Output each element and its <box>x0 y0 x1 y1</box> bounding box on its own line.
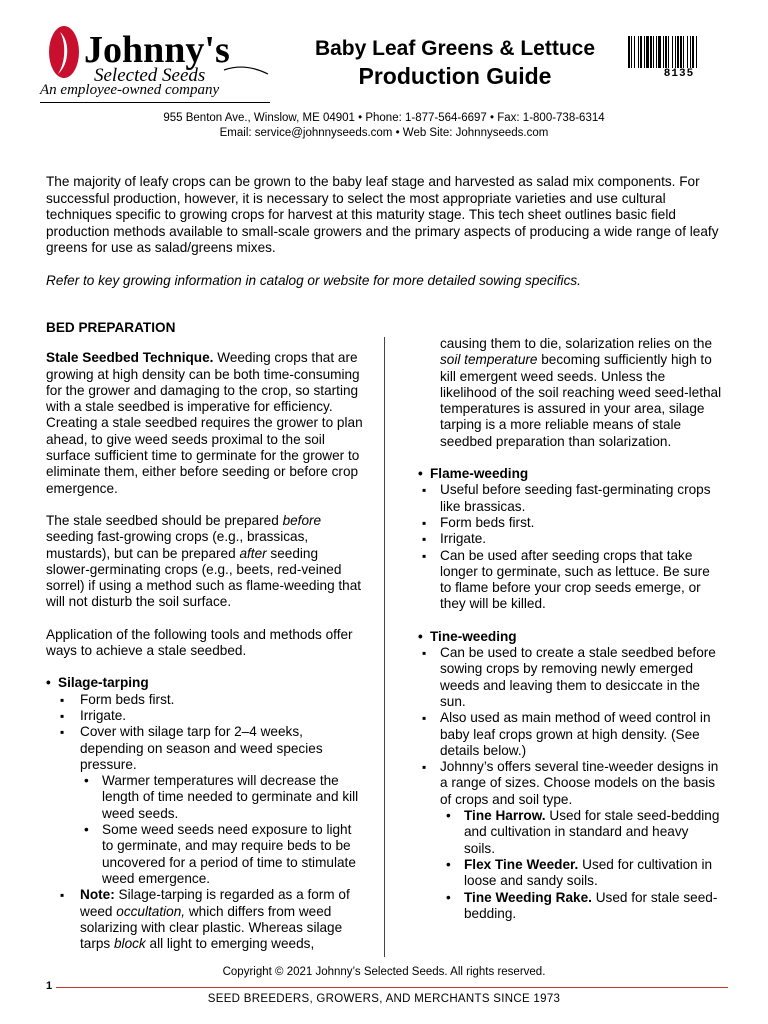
list-item: ▪ Cover with silage tarp for 2–4 weeks, depending on season and weed species pressure. <box>46 724 364 773</box>
list-item: ▪ Johnny’s offers several tine-weeder designs in a range of sizes. Choose models on the basis of crops and soil type. <box>418 759 722 808</box>
list-item: ▪ Irrigate. <box>418 531 722 547</box>
stale-timing-paragraph: The stale seedbed should be prepared before seeding fast-growing crops (e.g., brassicas, mustards), but can be prepared after seeding slower-germinating crops (e.g., beets, red-veined sorrel) if using a method such as flame-weeding that will not disturb the soil surface. <box>46 512 362 610</box>
title-block <box>280 36 630 90</box>
footer-rule <box>56 987 728 988</box>
title-line-1: Baby Leaf Greens & Lettuce <box>314 37 596 60</box>
sub-list-item: • Warmer temperatures will decrease the length of time needed to germinate and kill weed seeds. <box>46 773 364 822</box>
footer-tagline: SEED BREEDERS, GROWERS, AND MERCHANTS SINCE 1973 <box>207 993 561 1005</box>
flame-weeding-heading: • Flame-weeding <box>418 466 722 482</box>
silage-tarping-heading: • Silage-tarping <box>46 675 364 691</box>
stale-seedbed-text: Weeding crops that are growing at high density can be both time-consuming for the grower and damaging to the crop, so starting with a stale seedbed is imperative for efficiency. Creating a stale seedbed requires the grower to plan ahead, to give weed seeds proximal to the soil surface sufficient time to germinate for the grower to eliminate them, either before seeding or before crop emergence. <box>46 350 363 496</box>
stale-seedbed-title: Stale Seedbed Technique. <box>46 350 214 366</box>
list-item: ▪ Also used as main method of weed control in baby leaf crops grown at high density. (See details below.) <box>418 710 722 759</box>
note-continuation: causing them to die, solarization relies on the soil temperature becoming sufficiently high to kill emergent weed seeds. Unless the likelihood of the soil reaching weed seed-lethal temperatures is assured in your area, silage tarping is a more reliable means of stale seedbed preparation than solarization. <box>440 336 722 449</box>
section-heading: BED PREPARATION <box>46 320 176 335</box>
list-item: ▪ Can be used to create a stale seedbed before sowing crops by removing newly emerged weeds and leaving them to desiccate in the sun. <box>418 645 722 710</box>
list-item: ▪ Form beds first. <box>418 515 722 531</box>
title-line-2: Production Guide <box>358 63 552 89</box>
silage-note: ▪ Note: Silage-tarping is regarded as a form of weed occultation, which differs from weed solarizing with clear plastic. Whereas silage tarps block all light to emerging weeds, <box>46 887 364 952</box>
intro-paragraph: The majority of leafy crops can be grown to the baby leaf stage and harvested as salad mix components. For successful production, however, it is necessary to select the most appropriate varieties and use cultural techniques specific to growing crops for harvest at this maturity stage. This tech sheet outlines basic field production methods available to small-scale growers and the primary aspects of producing a wide range of leafy greens for use as salad/greens mixes. <box>46 174 719 255</box>
contact-email: Email: service@johnnyseeds.com • Web Site: Johnnyseeds.com <box>219 127 549 139</box>
right-column <box>418 336 722 922</box>
tool-item: • Tine Weeding Rake. Used for stale seed-bedding. <box>418 890 722 923</box>
tool-item: • Flex Tine Weeder. Used for cultivation in loose and sandy soils. <box>418 857 722 890</box>
copyright: Copyright © 2021 Johnny’s Selected Seeds. All rights reserved. <box>222 966 546 978</box>
left-column <box>46 320 364 952</box>
stale-seedbed-paragraph <box>46 350 364 497</box>
sub-list-item: • Some weed seeds need exposure to light to germinate, and may require beds to be uncovered for a period of time to stimulate weed emergence. <box>46 822 364 887</box>
seed-icon <box>49 26 79 78</box>
page-number: 1 <box>46 980 53 992</box>
tine-weeding-heading: • Tine-weeding <box>418 629 722 645</box>
intro-section <box>46 174 722 305</box>
column-divider <box>384 337 385 957</box>
barcode <box>628 36 730 68</box>
list-item: ▪ Irrigate. <box>46 708 364 724</box>
list-item: ▪ Useful before seeding fast-germinating crops like brassicas. <box>418 482 722 515</box>
methods-intro: Application of the following tools and methods offer ways to achieve a stale seedbed. <box>46 626 353 659</box>
sku-number: 8135 <box>663 68 695 80</box>
list-item: ▪ Can be used after seeding crops that take longer to germinate, such as lettuce. Be sure to flame before your crop seeds emerge, or they will be killed. <box>418 548 722 613</box>
brand-name: Johnny's <box>84 29 230 71</box>
brand-sub: Selected Seeds <box>94 65 206 86</box>
tagline-underline <box>40 102 270 103</box>
tool-item: • Tine Harrow. Used for stale seed-bedding and cultivation in standard and heavy soils. <box>418 808 722 857</box>
contact-address: 955 Benton Ave., Winslow, ME 04901 • Phone: 1-877-564-6697 • Fax: 1-800-738-6314 <box>163 112 605 124</box>
intro-note: Refer to key growing information in catalog or website for more detailed sowing specifics. <box>46 272 581 288</box>
list-item: ▪ Form beds first. <box>46 692 364 708</box>
company-tagline: An employee-owned company <box>40 82 220 98</box>
